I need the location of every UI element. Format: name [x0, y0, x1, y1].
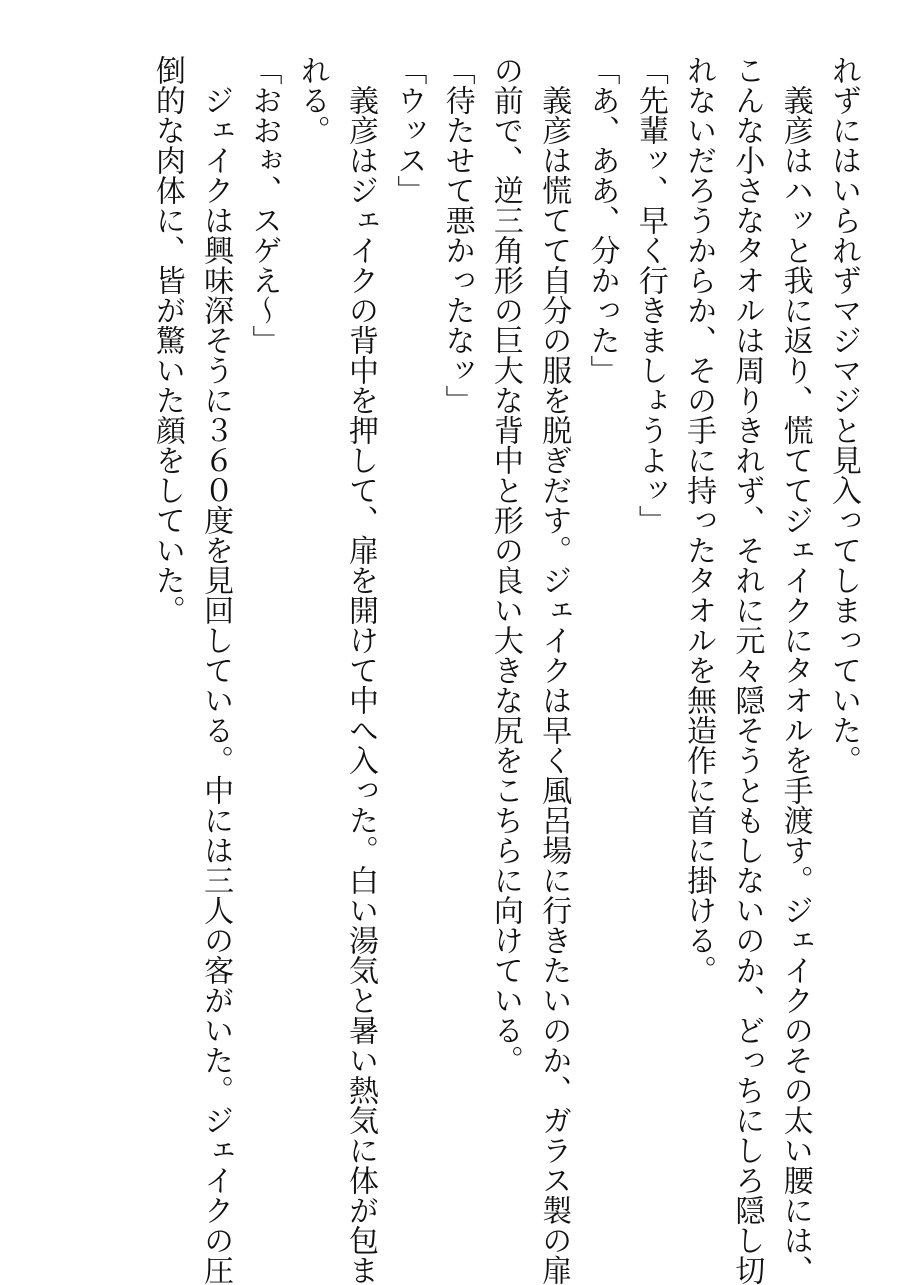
dialogue-column: 「先輩ッ、早く行きましょうよッ」: [632, 55, 668, 535]
text-column: 義彦はジェイクの背中を押して、扉を開けて中へ入った。白い湯気と暑い熱気に体が包ま: [343, 55, 379, 1285]
dialogue-column: 「あ、ああ、分かった」: [584, 55, 620, 385]
dialogue-column: 「待たせて悪かったなッ」: [439, 55, 475, 415]
dialogue-column: 「おおぉ、スゲえ～」: [246, 55, 282, 355]
text-column: 義彦は慌てて自分の服を脱ぎだす。ジェイクは早く風呂場に行きたいのか、ガラス製の扉: [536, 55, 572, 1285]
text-column: れる。: [294, 55, 330, 145]
text-column: ジェイクは興味深そうに３６０度を見回している。中には三人の客がいた。ジェイクの圧: [198, 55, 234, 1285]
vertical-text-body: [143, 55, 867, 1285]
text-column: 義彦はハッと我に返り、慌ててジェイクにタオルを手渡す。ジェイクのその太い腰には、: [777, 55, 813, 1285]
text-column: れないだろうからか、その手に持ったタオルを無造作に首に掛ける。: [681, 55, 717, 985]
text-column: の前で、逆三角形の巨大な背中と形の良い大きな尻をこちらに向けている。: [487, 55, 523, 1075]
text-column: れずにはいられずマジマジと見入ってしまっていた。: [826, 55, 861, 775]
text-column: こんな小さなタオルは周りきれず、それに元々隠そうともしないのか、どっちにしろ隠し切: [729, 55, 765, 1285]
dialogue-column: 「ウッス」: [391, 55, 427, 205]
text-column: 倒的な肉体に、皆が驚いた顔をしていた。: [149, 55, 185, 625]
